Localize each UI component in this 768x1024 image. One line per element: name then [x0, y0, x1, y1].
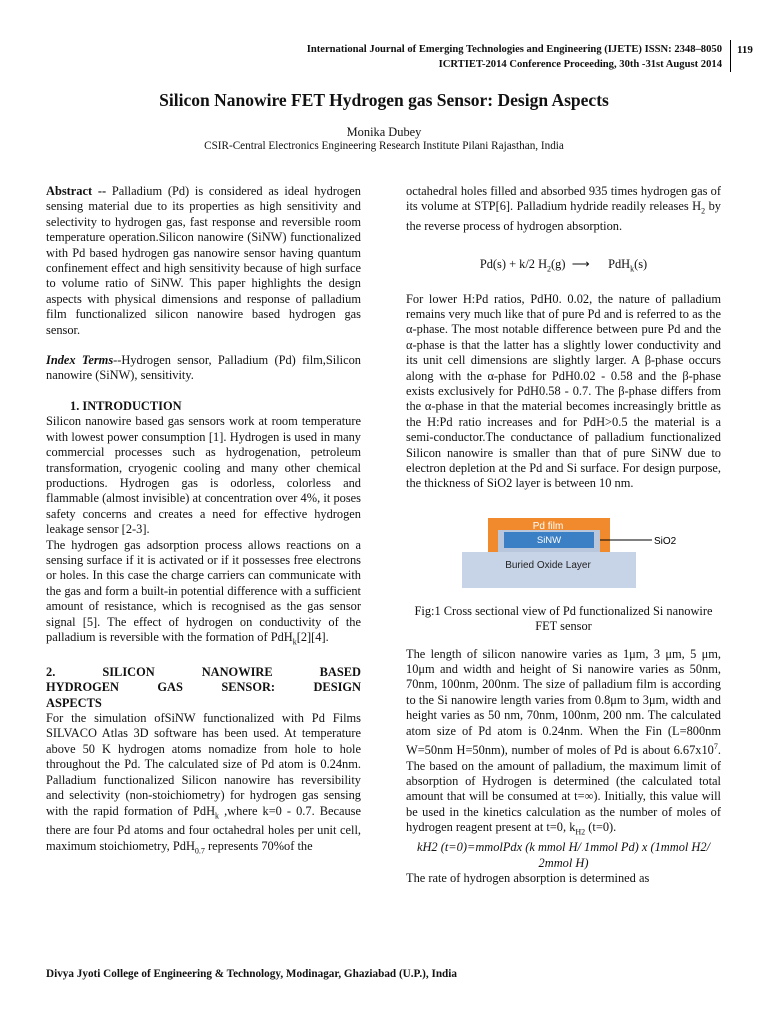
running-header	[150, 42, 722, 72]
conference-line: ICRTIET-2014 Conference Proceeding, 30th -31st August 2014	[438, 59, 722, 70]
section-1-heading: 1. INTRODUCTION	[70, 398, 182, 413]
moles-equation: kH2 (t=0)=mmolPdx (k mmol H/ 1mmol Pd) x (1mmol H2/ 2mmol H)	[416, 840, 711, 870]
right-column	[406, 184, 721, 886]
section-2-heading-line2: HYDROGEN GAS SENSOR: DESIGN	[46, 680, 361, 695]
sio2-label: SiO2	[654, 535, 677, 547]
cross-section-diagram	[406, 516, 721, 596]
author-name: Monika Dubey	[346, 125, 422, 139]
buried-oxide-label: Buried Oxide Layer	[505, 559, 591, 571]
section-2-paragraph: For the simulation ofSiNW functionalized with Pd Films SILVACO Atlas 3D software has been used. At temperature above 50 K hydrogen atoms nomadize from hole to hole throughout the Pd. The calculated size of Pd atom is 0.24nm. Palladium functionalized Silicon nanowire has reversibility and selectivity (non-stoichiometry) for hydrogen gas sensing with the rapid formation of PdH$_k$ ,where k=0 - 0.7. Because there are four Pd atoms and four octahedral holes per unit cell, maximum stoichiometry, PdH$_{0.7}$ represents 70%of the	[46, 711, 361, 856]
section-2-heading-line1: 2. SILICON NANOWIRE BASED	[46, 664, 361, 679]
arrow-icon: ⟶	[571, 256, 590, 271]
reaction-equation: Pd(s) + k/2 $H_2(g)$ ⟶ PdH$_k$(s)	[479, 256, 648, 274]
right-paragraph-1: octahedral holes filled and absorbed 935 times hydrogen gas of its volume at STP[6]. Palladium hydride readily releases $H_2$ by the reverse process of hydrogen absorption.	[406, 184, 721, 234]
abstract-label: Abstract --	[46, 184, 107, 198]
abstract-text: Palladium (Pd) is considered as ideal hydrogen sensing material due to its properties as high sensitivity and selectivity to hydrogen gas, fast response and reversible room temperature operation.Silicon nanowire (SiNW) functionalized with Pd based hydrogen gas nanowire sensor having quantum confinement effect and high sensitivity because of high surface to volume ratio of SiNW. This paper highlights the design aspects with physical dimensions and response of palladium film functionalized silicon nanowire based hydrogen gas sensor.	[46, 184, 361, 337]
author-affiliation: CSIR-Central Electronics Engineering Research Institute Pilani Rajasthan, India	[204, 140, 564, 152]
cross-section-figure	[406, 516, 721, 596]
left-column	[46, 184, 361, 859]
header-divider	[730, 40, 731, 72]
dimension-paragraph: The length of silicon nanowire varies as 1μm, 3 μm, 5 μm, 10μm and width and height of Si nanowire varies as 50nm, 70nm, 100nm, 200nm. The size of palladium film is according to the Si nanowire length varies from 0.8μm to 3μm, width and height varies as 50 nm, 70nm, 100nm, 200 nm. The calculated atom size of Pd atom is 0.24nm. When the Fin (L=800nm W=50nm H=50nm), number of moles of Pd is about $6.67x10^7$. The based on the amount of palladium, the maximum limit of absorption of Hydrogen is determined (the calculated total amount that will be consumed at t=∞). Initially, this value will be used in the kinetics calculation as the number of moles of hydrogen reagent present at t=0, $k_{H2}$ (t=0).	[406, 646, 721, 837]
intro-paragraph-1: Silicon nanowire based gas sensors work at room temperature with lowest power consumption [1]. Hydrogen is used in many commercial processes such as hydrogenation, petroleum transformation, cryogenic cooling and many other chemical productions. Hydrogen gas is odorless, colorless and flammable (almost invisible) at concentration over 4%, it poses safety concerns and creates a need for effective hydrogen leakage sensor [2-3].	[46, 414, 361, 537]
abstract	[46, 184, 361, 338]
page-footer: Divya Jyoti College of Engineering & Technology, Modinagar, Ghaziabad (U.P.), India	[46, 968, 457, 980]
index-terms-label: Index Terms	[46, 353, 114, 368]
pd-film-label: Pd film	[532, 520, 564, 532]
page-number: 119	[737, 44, 753, 56]
figure-caption: Fig:1 Cross sectional view of Pd functionalized Si nanowire FET sensor	[414, 603, 713, 634]
phase-paragraph: For lower H:Pd ratios, PdH0. 0.02, the nature of palladium remains very much like that of pure Pd and is referred to as the α-phase. The most notable difference between pure Pd and the α-phase is that the latter has a slightly lower conductivity and its unit cell dimensions are slightly larger. A β-phase occurs along with the α-phase for PdH0.02 - 0.58 and the β-phase exists exclusively for PdH0.58 - 0.7. The β-phase differs from the α-phase in that the material becomes increasingly brittle as the H:Pd ratio increases and for PdH>0.5 the material is a semi-conductor.The conductance of palladium functionalized Silicon nanowire is smaller than that of pure SiNW due to electron depletion at the Pd and Si surface. For design purpose, the thickness of SiO2 layer is between 10 nm.	[406, 291, 721, 491]
intro-paragraph-2: The hydrogen gas adsorption process allows reactions on a sensing surface if it is activated or if it possesses free electrons or holes. In this case the charge carriers can communicate with the gas and form a built-in potential difference with a sufficient amount of resistance, which is recognised as the gas sensor signal [5]. The effect of hydrogen on conductivity of the palladium is reversible with the formation of PdH$_k$[2][4].	[46, 537, 361, 647]
index-terms-text: --Hydrogen sensor, Palladium (Pd) film,Silicon nanowire (SiNW), sensitivity.	[46, 353, 361, 383]
journal-line: International Journal of Emerging Technologies and Engineering (IJETE) ISSN: 2348–8050	[306, 44, 722, 55]
section-2-heading-line3: ASPECTS	[46, 695, 102, 710]
rate-paragraph: The rate of hydrogen absorption is determined as	[406, 870, 650, 885]
sinw-label: SiNW	[536, 534, 562, 546]
paper-title: Silicon Nanowire FET Hydrogen gas Sensor: Design Aspects	[159, 90, 609, 110]
index-terms	[46, 353, 361, 384]
